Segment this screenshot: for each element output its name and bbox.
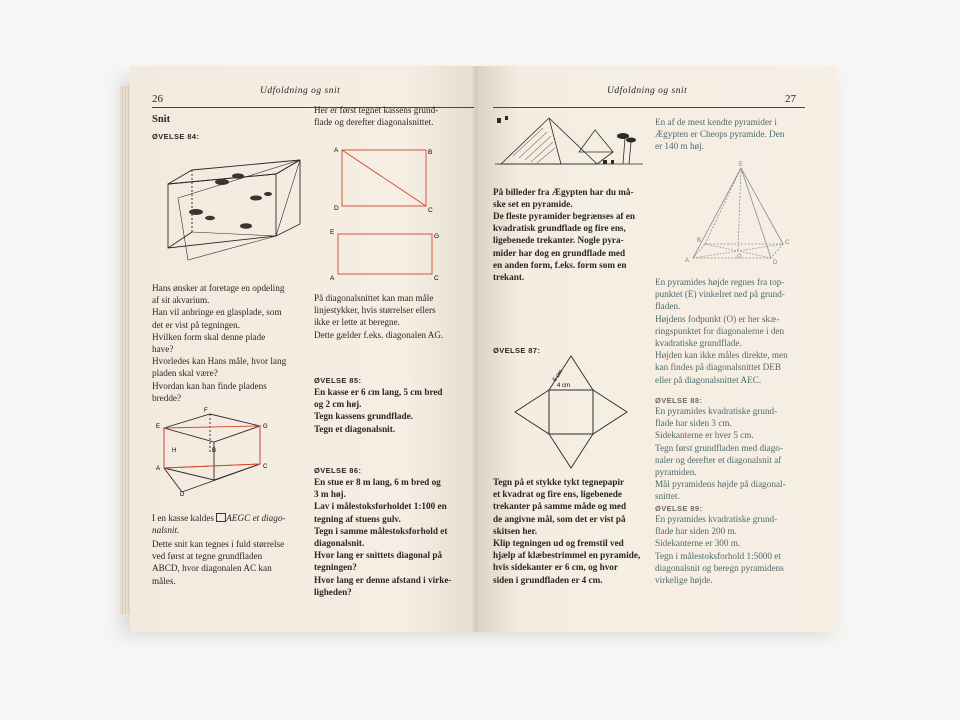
text-line: trekant. <box>493 272 525 283</box>
cheops-intro <box>655 116 815 153</box>
text-line: Mål pyramidens højde på diagonal- <box>655 479 786 490</box>
exercise-89-text <box>655 513 817 586</box>
text-line: hvis sidekanter er 6 cm, og hvor <box>493 562 618 573</box>
text-line: Tegn i målestoksforhold 1:5000 et <box>655 550 781 561</box>
text-line: 3 m høj. <box>314 489 346 500</box>
exercise-85-label: ØVELSE 85: <box>314 376 362 385</box>
text-line: Hvilken form skal denne plade <box>152 331 266 342</box>
text-line: punktet (E) vinkelret ned på grund- <box>655 289 785 300</box>
exercise-88-label: ØVELSE 88: <box>655 396 703 405</box>
text-line: Tegn først grundfladen med diago- <box>655 442 783 453</box>
base-and-section-drawings <box>326 142 438 292</box>
text-line: diagonalsnit og beregn pyramidens <box>655 562 784 573</box>
text-line: En pyramides kvadratiske grund- <box>655 514 778 524</box>
text-line: Hvor lang er snittets diagonal på <box>314 550 443 561</box>
text-line: linjestykker, hvis størrelser ellers <box>314 305 436 316</box>
text-line: Lav i målestoksforholdet 1:100 en <box>314 501 447 512</box>
text-line: er 140 m høj. <box>655 141 704 152</box>
exercise-87-text <box>493 476 649 586</box>
right-page <box>477 66 837 632</box>
caption-line <box>152 512 312 524</box>
text-line: En kasse er 6 cm lang, 5 cm bred <box>314 387 443 397</box>
text-line: Sidekanterne er 300 m. <box>655 538 741 549</box>
text-line: flade har siden 200 m. <box>655 526 737 537</box>
right-header-rule <box>493 107 805 108</box>
diagonal-section-text <box>152 538 312 587</box>
label-A: A <box>334 147 339 154</box>
text-line: En pyramides kvadratiske grund- <box>655 406 778 416</box>
label-C: C <box>434 275 439 282</box>
diagonal-section-caption <box>152 512 312 536</box>
label-E: E <box>330 229 335 236</box>
label-E: E <box>156 424 161 430</box>
label-B: B <box>428 149 433 156</box>
text-line: ligheden? <box>314 586 352 597</box>
text-line: pladen skal være? <box>152 368 218 379</box>
text-line: Hvordan kan han finde pladens <box>152 380 267 391</box>
text-line: Her er først tegnet kassens grund- <box>314 105 439 115</box>
text-line: Tegn i samme målestoksforhold et <box>314 525 448 536</box>
box-diagonal-section-drawing <box>152 404 280 496</box>
pyramid-description <box>493 210 649 283</box>
pyramid-drawing <box>683 158 801 270</box>
text-line: tegning af stuens gulv. <box>314 513 401 524</box>
text-line: tegningen? <box>314 562 357 573</box>
exercise-87-label: ØVELSE 87: <box>493 346 541 355</box>
right-page-number: 27 <box>785 93 796 105</box>
pyramid-caption <box>493 186 649 210</box>
text-line: Klip tegningen ud og fremstil ved <box>493 538 624 549</box>
exercise-86-label: ØVELSE 86: <box>314 466 362 475</box>
intro-text <box>314 104 474 128</box>
square-symbol-icon <box>216 513 226 522</box>
text-line: På diagonalsnittet kan man måle <box>314 293 434 303</box>
text-line: ved først at tegne grundfladen <box>152 551 263 562</box>
text-line: eller på diagonalsnittet AEC. <box>655 374 762 385</box>
diagonal-measure-text <box>314 292 474 341</box>
label-O: O <box>737 254 742 260</box>
exercise-86-text <box>314 476 474 598</box>
left-page-number: 26 <box>152 93 163 105</box>
text-line: en anden form, f.eks. form som en <box>493 259 627 270</box>
text-line: måles. <box>152 575 176 586</box>
label-B: B <box>697 238 702 244</box>
section-title: Snit <box>152 114 171 125</box>
text-line: have? <box>152 344 174 355</box>
text-line: virkelige højde. <box>655 575 713 586</box>
text-line: skitsen her. <box>493 525 538 536</box>
text-line: ligebenede trekanter. Nogle pyra- <box>493 235 624 246</box>
exercise-84-label: ØVELSE 84: <box>152 132 200 141</box>
label-D: D <box>334 205 339 212</box>
label-F: F <box>204 408 208 414</box>
text-line: af sit akvarium. <box>152 295 210 306</box>
label-G: G <box>263 424 268 430</box>
text-line: De fleste pyramider begrænses af en <box>493 211 635 221</box>
label-H: H <box>172 448 177 454</box>
text-line: trekanter på samme måde og med <box>493 501 627 512</box>
caption-text: AEGC et diago- <box>226 513 286 523</box>
label-D: D <box>180 492 185 498</box>
text-line: ikke er lette at beregne. <box>314 317 400 328</box>
text-line: ringspunktet for diagonalerne i den <box>655 325 785 336</box>
text-line: Han vil anbringe en glasplade, som <box>152 307 282 318</box>
label-B: B <box>212 448 217 454</box>
text-line: pyramiden. <box>655 467 697 478</box>
exercise-85-text <box>314 386 474 435</box>
text-line: kvadratisk grundflade og fire ens, <box>493 223 626 234</box>
text-line: og 2 cm høj. <box>314 399 362 410</box>
text-line: Dette gælder f.eks. diagonalen AG. <box>314 329 444 340</box>
label-C: C <box>263 464 268 470</box>
text-line: mider har dog en grundflade med <box>493 247 626 258</box>
label-A: A <box>330 275 335 282</box>
text-line: Hvorledes kan Hans måle, hvor lang <box>152 356 287 367</box>
label-A: A <box>685 258 690 264</box>
text-line: naler og derefter et diagonalsnit af <box>655 454 782 465</box>
net-base-label: 4 cm <box>557 383 571 389</box>
text-line: Dette snit kan tegnes i fuld størrelse <box>152 539 285 549</box>
pyramid-net-drawing <box>513 354 629 470</box>
text-line: flade har siden 3 cm. <box>655 418 732 429</box>
text-line: Hans ønsker at foretage en opdeling <box>152 283 285 293</box>
text-line: Ægypten er Cheops pyramide. Den <box>655 129 785 140</box>
text-line: ABCD, hvor diagonalen AC kan <box>152 563 272 574</box>
text-line: Tegn kassens grundflade. <box>314 411 413 422</box>
text-line: de angivne mål, som det er vist på <box>493 513 626 524</box>
text-line: fladen. <box>655 301 681 312</box>
right-running-head: Udfoldning og snit <box>607 86 688 96</box>
label-C: C <box>785 240 790 246</box>
exercise-89-label: ØVELSE 89: <box>655 504 703 513</box>
exercise-84-text <box>152 282 312 404</box>
text-line: Tegn på et stykke tykt tegnepapir <box>493 477 625 487</box>
egypt-pyramids-illustration <box>493 112 645 184</box>
text-line: kvadratiske grundflade. <box>655 338 742 349</box>
text-line: En pyramides højde regnes fra top- <box>655 277 785 287</box>
label-E: E <box>739 162 744 168</box>
text-line: hjælp af klæbestrimmel en pyramide, <box>493 550 641 561</box>
text-line: kan findes på diagonalsnittet DEB <box>655 362 782 373</box>
exercise-88-text <box>655 405 817 503</box>
text-line: et kvadrat og fire ens, ligebenede <box>493 489 622 500</box>
text-line: På billeder fra Ægypten har du må- <box>493 187 634 197</box>
text-line: diagonalsnit. <box>314 538 365 549</box>
text-line: det er vist på tegningen. <box>152 319 241 330</box>
text-line: Højdens fodpunkt (O) er her skæ- <box>655 313 780 324</box>
label-A: A <box>156 466 161 472</box>
caption-text: nalsnit. <box>152 525 180 536</box>
label-D: D <box>773 260 778 266</box>
left-running-head: Udfoldning og snit <box>260 86 341 96</box>
text-line: flade og derefter diagonalsnittet. <box>314 117 434 128</box>
text-line: Højden kan ikke måles direkte, men <box>655 350 788 361</box>
text-line: Hvor lang er denne afstand i virke- <box>314 574 452 585</box>
label-G: G <box>434 233 440 240</box>
text-line: snittet. <box>655 491 680 502</box>
text-line: En af de mest kendte pyramider i <box>655 117 777 127</box>
pyramid-height-text <box>655 276 817 386</box>
left-page <box>130 66 477 632</box>
aquarium-drawing <box>158 152 310 272</box>
text-line: Sidekanterne er hver 5 cm. <box>655 430 754 441</box>
caption-text: I en kasse kaldes <box>152 513 217 523</box>
text-line: Tegn et diagonalsnit. <box>314 423 396 434</box>
text-line: bredde? <box>152 392 182 403</box>
text-line: En stue er 8 m lang, 6 m bred og <box>314 477 441 487</box>
text-line: siden i grundfladen er 4 cm. <box>493 574 603 585</box>
text-line: ske set en pyramide. <box>493 199 573 210</box>
label-C: C <box>428 207 433 214</box>
net-side-label: 6 cm <box>551 369 565 384</box>
